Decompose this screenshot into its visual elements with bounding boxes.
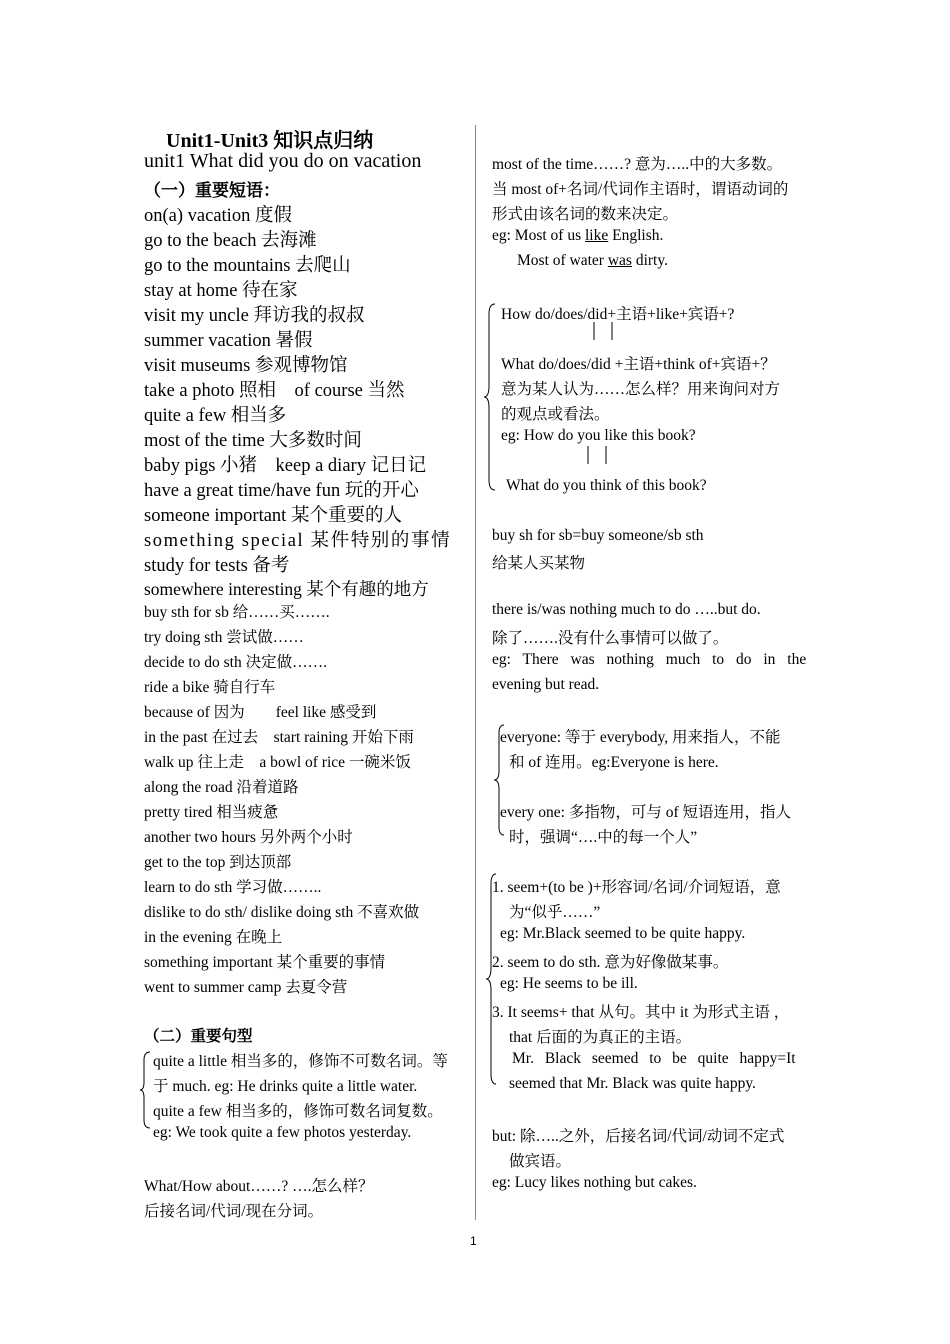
most-example-line (492, 227, 663, 245)
phrase-line: go to the mountains 去爬山 (144, 256, 351, 276)
phrase-line: dislike to do sth/ dislike doing sth 不喜欢做 (144, 904, 420, 921)
underlined-verb: was (607, 252, 632, 269)
there-line: evening but read. (492, 676, 600, 693)
but-line: eg: Lucy likes nothing but cakes. (492, 1174, 697, 1191)
vertical-bar-icon (584, 446, 614, 466)
how-line: What do/does/did +主语+think of+宾语+？ (501, 356, 776, 373)
phrase-line: take a photo 照相 of course 当然 (144, 381, 405, 401)
phrase-line: get to the top 到达顶部 (144, 854, 292, 871)
example-text: Most of water (517, 252, 608, 269)
phrase-line: in the past 在过去 start raining 开始下雨 (144, 729, 414, 746)
phrase-line: another two hours 另外两个小时 (144, 829, 353, 846)
phrase-line: on(a) vacation 度假 (144, 206, 292, 226)
most-line: most of the time……? 意为…..中的大多数。 (492, 156, 783, 173)
seem-line: 2. seem to do sth. 意为好像做某事。 (492, 954, 729, 971)
everyone-line: 时，强调“….中的每一个人” (509, 829, 698, 846)
seem-line: that 后面的为真正的主语。 (509, 1029, 692, 1046)
quite-line: quite a little 相当多的，修饰不可数名词。等 (153, 1053, 448, 1070)
how-line: 意为某人认为……怎么样？用来询问对方 (501, 381, 781, 398)
phrase-line: visit museums 参观博物馆 (144, 356, 348, 376)
phrase-line: go to the beach 去海滩 (144, 231, 317, 251)
phrase-line: walk up 往上走 a bowl of rice 一碗米饭 (144, 754, 411, 771)
how-line: 的观点或看法。 (501, 406, 610, 423)
phrase-line: baby pigs 小猪 keep a diary 记日记 (144, 456, 427, 476)
seem-line: eg: Mr.Black seemed to be quite happy. (500, 925, 746, 942)
buy-line: buy sh for sb=buy someone/sb sth (492, 527, 704, 544)
most-line: 形式由该名词的数来决定。 (492, 206, 679, 223)
phrase-line: have a great time/have fun 玩的开心 (144, 481, 419, 501)
vertical-bar-icon (590, 322, 620, 342)
most-line: 当 most of+名词/代词作主语时，谓语动词的 (492, 181, 789, 198)
unit-heading: unit1 What did you do on vacation (144, 150, 422, 172)
phrase-line: something important 某个重要的事情 (144, 954, 386, 971)
most-example-line (517, 252, 668, 270)
buy-line: 给某人买某物 (492, 555, 586, 572)
curly-brace-icon (140, 1050, 152, 1130)
phrase-line: stay at home 待在家 (144, 281, 298, 301)
seem-line: Mr. Black seemed to be quite happy=It (512, 1050, 796, 1067)
quite-line: eg: We took quite a few photos yesterday. (153, 1124, 412, 1141)
but-line: 做宾语。 (509, 1153, 572, 1170)
phrase-line: summer vacation 暑假 (144, 331, 313, 351)
curly-brace-icon (483, 302, 497, 492)
there-line: eg: There was nothing much to do in the (492, 651, 807, 668)
example-text: English. (608, 227, 664, 244)
seem-line: 为“似乎……” (509, 904, 601, 921)
but-line: but: 除…..之外，后接名词/代词/动词不定式 (492, 1128, 785, 1145)
there-line: there is/was nothing much to do …..but do. (492, 601, 761, 618)
page-number: 1 (470, 1234, 477, 1248)
quite-line: quite a few 相当多的，修饰可数名词复数。 (153, 1103, 443, 1120)
section1-heading: （一）重要短语： (144, 181, 280, 200)
phrase-line: ride a bike 骑自行车 (144, 679, 276, 696)
everyone-line: everyone: 等于 everybody, 用来指人，不能 (500, 729, 781, 746)
everyone-line: every one: 多指物，可与 of 短语连用，指人 (500, 804, 792, 821)
phrase-line: something special 某件特别的事情 (144, 531, 452, 551)
seem-line: 3. It seems+ that 从句。其中 it 为形式主语 ， (492, 1004, 790, 1021)
phrase-line: along the road 沿着道路 (144, 779, 299, 796)
phrase-line: try doing sth 尝试做…… (144, 629, 304, 646)
phrase-line: study for tests 备考 (144, 556, 290, 576)
seem-line: 1. seem+(to be )+形容词/名词/介词短语，意 (492, 879, 781, 896)
phrase-line: quite a few 相当多 (144, 406, 287, 426)
phrase-line: went to summer camp 去夏令营 (144, 979, 348, 996)
phrase-line: learn to do sth 学习做…….. (144, 879, 322, 896)
column-divider (475, 125, 476, 1220)
seem-line: eg: He seems to be ill. (500, 975, 638, 992)
example-text: eg: Most of us (492, 227, 585, 244)
phrase-line: decide to do sth 决定做……. (144, 654, 327, 671)
what-how-line: 后接名词/代词/现在分词。 (144, 1203, 324, 1220)
seem-line: seemed that Mr. Black was quite happy. (509, 1075, 756, 1092)
underlined-verb: like (585, 227, 609, 244)
phrase-line: somewhere interesting 某个有趣的地方 (144, 579, 429, 599)
phrase-line: someone important 某个重要的人 (144, 506, 402, 526)
curly-brace-icon (484, 872, 498, 1087)
phrase-line: in the evening 在晚上 (144, 929, 283, 946)
document-title: Unit1-Unit3 知识点归纳 (166, 130, 374, 152)
how-line: eg: How do you like this book? (501, 427, 696, 444)
phrase-line: because of 因为 feel like 感受到 (144, 704, 377, 721)
phrase-line: most of the time 大多数时间 (144, 431, 362, 451)
how-line: What do you think of this book? (506, 477, 707, 494)
phrase-line: pretty tired 相当疲惫 (144, 804, 279, 821)
there-line: 除了…….没有什么事情可以做了。 (492, 630, 729, 647)
everyone-line: 和 of 连用。eg:Everyone is here. (509, 754, 719, 771)
section2-heading: （二）重要句型 (144, 1028, 253, 1045)
quite-line: 于 much. eg: He drinks quite a little water. (153, 1078, 418, 1095)
phrase-line: buy sth for sb 给……买……. (144, 604, 330, 621)
what-how-line: What/How about……? ….怎么样？ (144, 1178, 374, 1195)
example-text: dirty. (631, 252, 668, 269)
phrase-line: visit my uncle 拜访我的叔叔 (144, 306, 365, 326)
how-line: How do/does/did+主语+like+宾语+? (501, 306, 735, 323)
